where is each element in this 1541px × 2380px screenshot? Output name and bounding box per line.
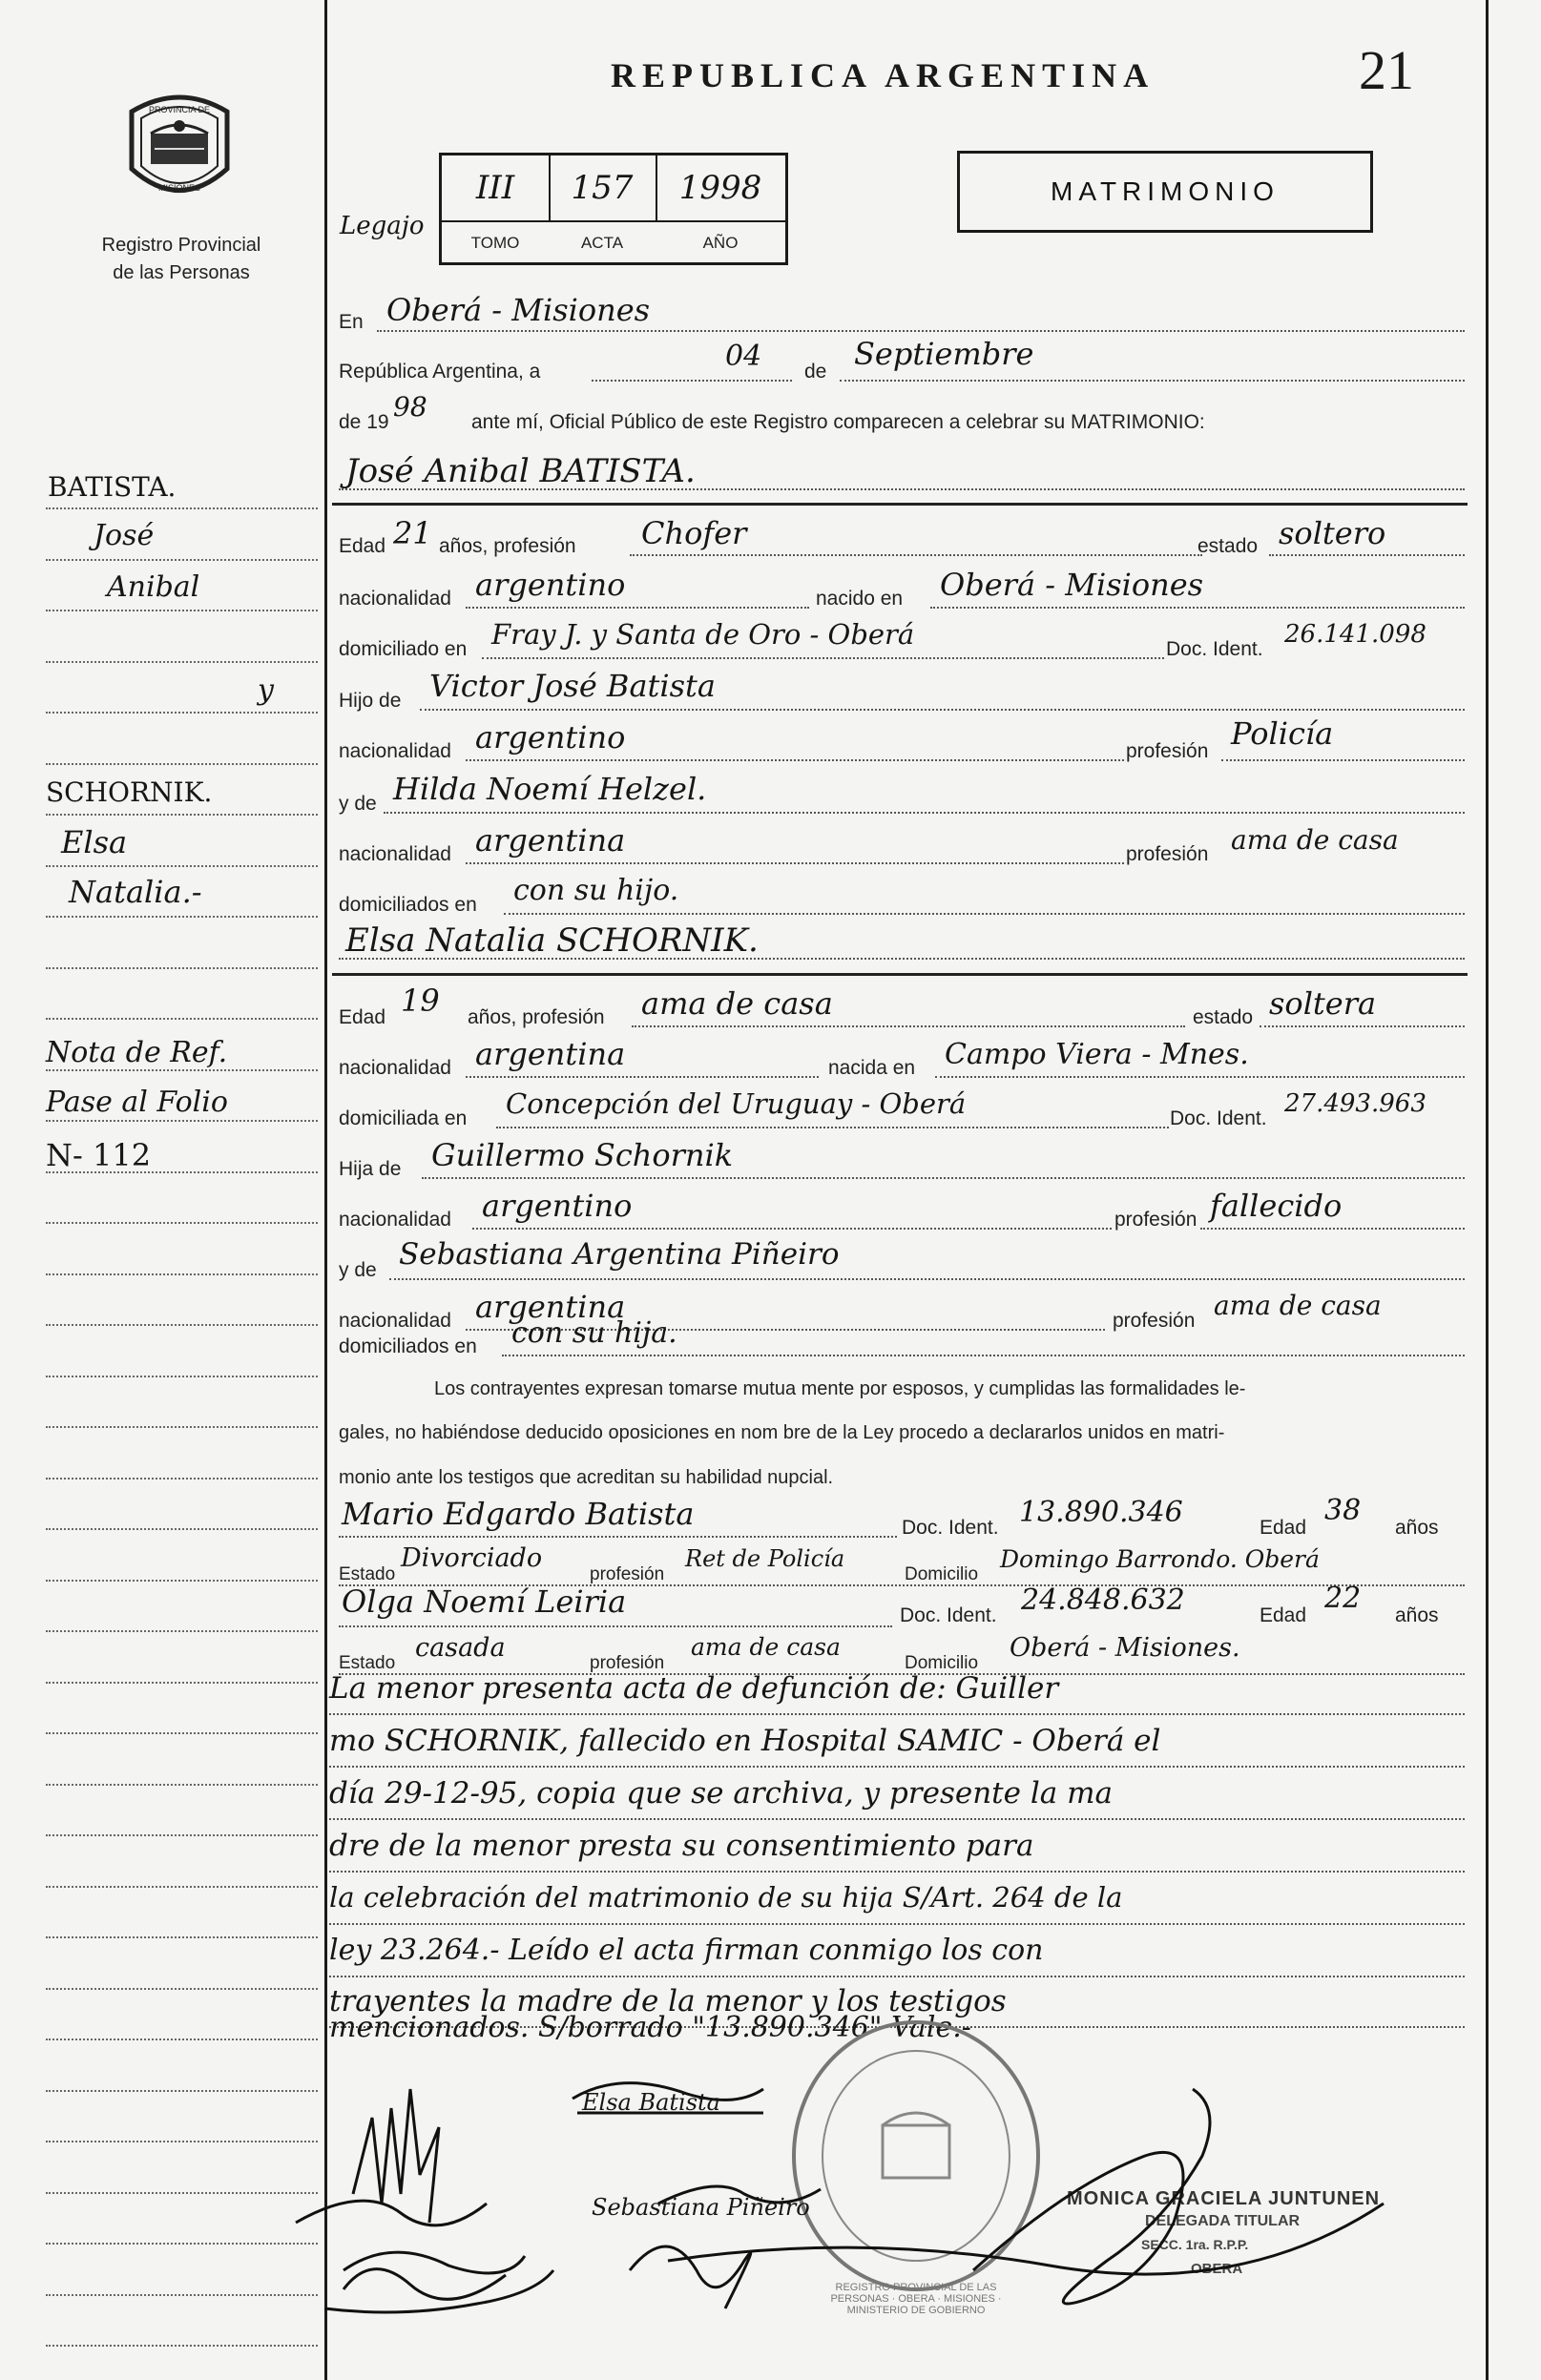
country-title: REPUBLICA ARGENTINA [611, 56, 1156, 94]
margin-rule-line [46, 661, 318, 663]
margin-rule-line [46, 2039, 318, 2040]
republica-label: República Argentina, a [339, 361, 541, 383]
margin-rule-line [46, 1018, 318, 1020]
witness2-age: 22 [1324, 1582, 1362, 1615]
margin-bride-surname: SCHORNIK. [46, 776, 213, 808]
bride-father-prof: fallecido [1210, 1188, 1343, 1224]
margin-rule-line [46, 967, 318, 969]
bride-father: Guillermo Schornik [431, 1137, 734, 1173]
margin-bride-first1: Elsa [61, 824, 128, 860]
declaration-line2: gales, no habiéndose deducido oposiciones en nom bre de la Ley procedo a declararlos unidos en matri- [339, 1422, 1225, 1443]
margin-note-1: Nota de Ref. [46, 1036, 228, 1069]
bride-full-name: Elsa Natalia SCHORNIK. [345, 921, 759, 960]
groom-birthplace: Oberá - Misiones [940, 567, 1204, 603]
note-line-5: la celebración del matrimonio de su hija S/Art. 264 de la [329, 1881, 1123, 1914]
volume-box [439, 153, 788, 265]
margin-groom-first1: José [94, 519, 155, 552]
note-line-7: trayentes la madre de la menor y los testigos [329, 1984, 1007, 2018]
emblem-top-text: PROVINCIA DE [148, 105, 211, 114]
signature-bride: Elsa Batista [582, 2089, 720, 2116]
emblem-bottom-text: MISIONES [157, 183, 201, 193]
note-line-3: día 29-12-95, copia que se archiva, y presente la ma [329, 1776, 1113, 1811]
bride-nationality: argentina [475, 1036, 626, 1072]
note-line-6: ley 23.264.- Leído el acta firman conmigo los con [329, 1934, 1044, 1967]
page-number: 21 [1359, 39, 1414, 101]
act-type-label: MATRIMONIO [1051, 176, 1280, 206]
margin-rule-line [46, 1936, 318, 1938]
provincial-emblem-icon [122, 88, 237, 212]
bride-mother-prof: ama de casa [1214, 1290, 1382, 1321]
margin-rule-line [46, 1273, 318, 1275]
margin-rule-line [46, 1376, 318, 1377]
groom-father-nat: argentino [475, 719, 626, 755]
margin-rule-line [46, 814, 318, 816]
right-border-line [1486, 0, 1489, 2380]
intro-text: ante mí, Oficial Público de este Registro comparecen a celebrar su MATRIMONIO: [471, 411, 1205, 433]
groom-mother-prof: ama de casa [1231, 824, 1399, 856]
margin-rule-line [46, 2090, 318, 2092]
officer-role: DELEGADA TITULAR [1145, 2213, 1301, 2229]
margin-groom-first2: Anibal [107, 570, 200, 604]
margin-rule-line [46, 2192, 318, 2194]
margin-rule-line [46, 763, 318, 765]
acta-label: ACTA [580, 234, 624, 252]
margin-rule-line [46, 1630, 318, 1632]
margin-rule-line [46, 1222, 318, 1224]
witness2-profession: ama de casa [691, 1633, 841, 1661]
seal-text: REGISTRO PROVINCIAL DE LAS PERSONAS · OBERA · MISIONES · MINISTERIO DE GOBIERNO [830, 2282, 1002, 2316]
margin-bride-first2: Natalia.- [69, 874, 202, 910]
margin-rule-line [46, 1732, 318, 1734]
margin-rule-line [46, 1120, 318, 1122]
bride-estado: soltera [1269, 985, 1377, 1022]
tomo-value: III [475, 169, 515, 207]
margin-connector: y [258, 673, 274, 707]
acta-value: 157 [571, 169, 634, 207]
registry-name-line1: Registro Provincial [101, 235, 261, 256]
groom-father: Victor José Batista [429, 668, 716, 704]
margin-rule-line [46, 1682, 318, 1684]
witness2-domicile: Oberá - Misiones. [1010, 1633, 1240, 1663]
year-suffix: 98 [393, 391, 427, 423]
groom-estado: soltero [1279, 515, 1386, 551]
declaration-line1: Los contrayentes expresan tomarse mutua mente por esposos, y cumplidas las formalidades le- [434, 1378, 1246, 1399]
bride-domicile: Concepción del Uruguay - Oberá [506, 1087, 967, 1120]
margin-rule-line [46, 507, 318, 509]
witness2-name: Olga Noemí Leiria [342, 1583, 627, 1620]
margin-rule-line [46, 559, 318, 561]
signature-mother: Sebastiana Piñeiro [592, 2194, 810, 2221]
margin-rule-line [46, 1069, 318, 1071]
margin-rule-line [46, 2294, 318, 2296]
intro-place: Oberá - Misiones [386, 292, 651, 328]
groom-mother-nat: argentina [475, 822, 626, 859]
en-label: En [339, 311, 364, 333]
registry-name-line2: de las Personas [113, 262, 250, 283]
note-line-4: dre de la menor presta su consentimiento para [329, 1829, 1034, 1863]
witness1-name: Mario Edgardo Batista [342, 1496, 695, 1532]
groom-nationality: argentino [475, 567, 626, 603]
margin-rule-line [46, 712, 318, 714]
margin-rule-line [46, 1988, 318, 1990]
margin-rule-line [46, 1886, 318, 1888]
margin-rule-line [46, 1580, 318, 1582]
margin-rule-line [46, 865, 318, 867]
note-line-1: La menor presenta acta de defunción de: Guiller [329, 1671, 1059, 1706]
margin-rule-line [46, 1528, 318, 1530]
margin-rule-line [46, 916, 318, 918]
witness1-domicile: Domingo Barrondo. Oberá [1000, 1545, 1320, 1573]
year-prefix: de 19 [339, 411, 389, 433]
act-type-box [957, 151, 1373, 233]
note-line-2: mo SCHORNIK, fallecido en Hospital SAMIC - Oberá el [329, 1724, 1161, 1758]
groom-doc: 26.141.098 [1284, 620, 1426, 649]
ano-value: 1998 [678, 169, 762, 207]
groom-mother: Hilda Noemí Helzel. [393, 771, 707, 807]
officer-name: MONICA GRACIELA JUNTUNEN [1067, 2188, 1381, 2209]
witness1-estado: Divorciado [401, 1543, 543, 1573]
bride-age: 19 [401, 983, 440, 1019]
groom-father-prof: Policía [1231, 715, 1334, 752]
intro-day: 04 [725, 340, 762, 373]
de-label: de [804, 361, 827, 383]
witness1-doc: 13.890.346 [1019, 1496, 1183, 1529]
bride-doc: 27.493.963 [1284, 1089, 1426, 1118]
margin-groom-surname: BATISTA. [48, 471, 177, 503]
bride-profession: ama de casa [641, 985, 833, 1022]
margin-rule-line [46, 1426, 318, 1428]
note-line-8: mencionados. S/borrado "13.890.346" Vale.- [329, 2011, 971, 2044]
witness1-profession: Ret de Policía [685, 1545, 845, 1572]
groom-profession: Chofer [641, 515, 747, 551]
margin-rule-line [46, 2243, 318, 2245]
groom-parents-domicile: con su hijo. [513, 874, 679, 907]
intro-month: Septiembre [854, 336, 1034, 372]
signatures-scribbles [286, 2032, 1431, 2356]
bride-mother: Sebastiana Argentina Piñeiro [399, 1237, 840, 1272]
bride-parents-dom-label: domiciliados en [339, 1335, 477, 1357]
margin-rule-line [46, 1834, 318, 1836]
officer-city: OBERA [1191, 2261, 1243, 2277]
groom-domicile: Fray J. y Santa de Oro - Oberá [491, 618, 915, 651]
ano-label: AÑO [702, 234, 739, 252]
margin-rule-line [46, 1784, 318, 1786]
bride-mother-nat: argentina [475, 1289, 626, 1325]
margin-rule-line [46, 1324, 318, 1326]
margin-note-2: Pase al Folio [46, 1086, 228, 1119]
bride-father-nat: argentino [482, 1188, 633, 1224]
declaration-line3: monio ante los testigos que acreditan su habilidad nupcial. [339, 1467, 834, 1488]
margin-rule-line [46, 2141, 318, 2142]
legajo-note: Legajo [340, 212, 425, 240]
margin-rule-line [46, 1478, 318, 1480]
margin-rule-line [46, 2345, 318, 2347]
witness2-doc: 24.848.632 [1021, 1583, 1185, 1617]
margin-rule-line [46, 610, 318, 611]
margin-note-3: N- 112 [46, 1137, 152, 1173]
officer-unit: SECC. 1ra. R.P.P. [1141, 2237, 1249, 2252]
margin-divider-line [324, 0, 327, 2380]
groom-full-name: José Anibal BATISTA. [345, 452, 696, 490]
bride-birthplace: Campo Viera - Mnes. [945, 1038, 1249, 1071]
witness1-age: 38 [1324, 1494, 1362, 1527]
witness2-estado: casada [415, 1633, 506, 1663]
bride-parents-domicile: con su hija. [511, 1316, 677, 1350]
groom-age: 21 [393, 515, 432, 551]
tomo-label: TOMO [470, 234, 520, 252]
